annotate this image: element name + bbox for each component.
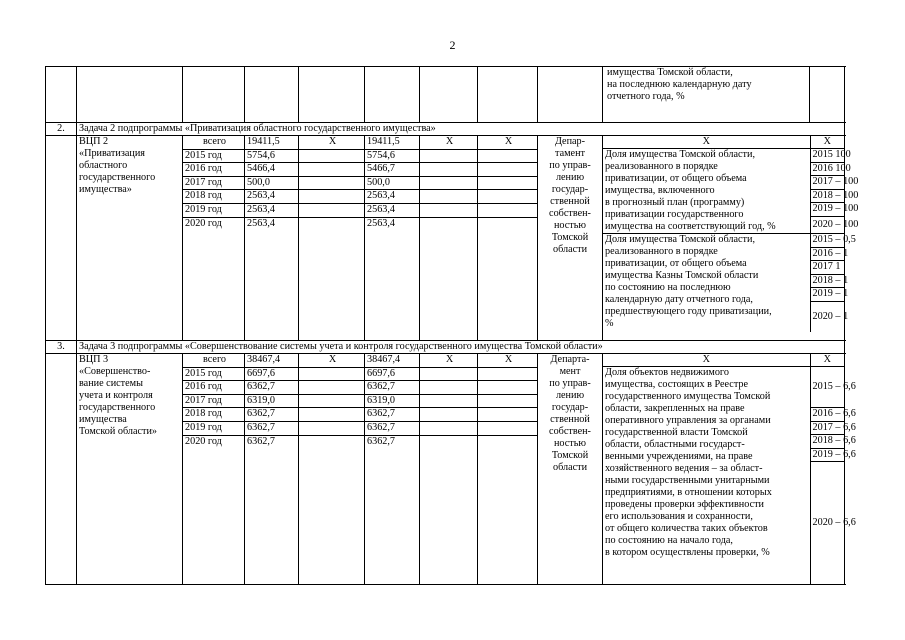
page-number: 2 — [449, 38, 456, 52]
program-row — [46, 136, 845, 341]
total-column: 38467,4 6697,6 6362,7 6319,0 6362,7 6362,7 6362,7 — [245, 354, 299, 585]
indicator-text: Доля объектов недвижимого имущества, состоящих в Реестре государственного имущества Томской области, закрепленных на праве оперативного управления за органами государственной власти Томской области, областными государст- венными учреждениями, на праве хозяйственного ведения – за област- ными государственными унитарными предприятиями, в отношении которых проведены проверки эффективности его использования и сохранности, от общего количества таких объектов по состоянию на начало года, в котором осуществлены проверки, % — [603, 367, 810, 585]
indicator-header: Х — [603, 354, 810, 367]
program-table — [45, 66, 859, 585]
indicators-block — [603, 136, 859, 341]
executor: Департа- мент по управ- лению государ- ственной собствен- ностью Томской области — [538, 354, 603, 585]
program-row — [46, 354, 845, 585]
executor: Депар- тамент по управ- лению государ- ственной собствен- ностью Томской области — [538, 136, 603, 341]
indicator-header: Х — [603, 136, 810, 149]
years-column: всего 2015 год 2016 год 2017 год 2018 год 2019 год 2020 год — [183, 354, 245, 585]
program-name: ВЦП 2 «Приватизация областного государственного имущества» — [77, 136, 183, 341]
federal-column: Х — [299, 354, 365, 585]
local-column: Х — [420, 136, 478, 341]
task-title: Задача 3 подпрограммы «Совершенствование системы учета и контроля государственного имущества Томской области» — [77, 341, 845, 354]
program-name: ВЦП 3 «Совершенство- вание системы учета и контроля государственного имущества Томской области» — [77, 354, 183, 585]
value-header: Х — [810, 354, 844, 367]
indicator-continuation: имущества Томской области, на последнюю календарную дату отчетного года, % — [603, 67, 810, 123]
task-title: Задача 2 подпрограммы «Приватизация областного государственного имущества» — [77, 123, 845, 136]
task-number: 2. — [46, 123, 77, 136]
indicator-values: 2015 – 6,6 2016 – 6,6 2017 – 6,6 2018 – 6,6 2019 – 6,6 2020 – 6,6 — [810, 367, 844, 585]
task-row — [46, 341, 845, 354]
extra-column: Х — [478, 136, 538, 341]
indicators-block — [603, 354, 856, 585]
task-number: 3. — [46, 341, 77, 354]
local-column: Х — [420, 354, 478, 585]
task-row — [46, 123, 845, 136]
extra-column: Х — [478, 354, 538, 585]
indicator-values: 2015 – 0,5 2016 – 1 2017 1 2018 – 1 2019 – 1 2020 – 1 — [810, 234, 844, 332]
indicator-values: 2015 100 2016 100 2017 – 100 2018 – 100 2019 – 100 2020 – 100 — [810, 149, 844, 234]
regional-column: 38467,4 6697,6 6362,7 6319,0 6362,7 6362,7 6362,7 — [365, 354, 420, 585]
value-header: Х — [810, 136, 844, 149]
total-column: 19411,5 5754,6 5466,4 500,0 2563,4 2563,4 2563,4 — [245, 136, 299, 341]
federal-column: Х — [299, 136, 365, 341]
years-column: всего 2015 год 2016 год 2017 год 2018 год 2019 год 2020 год — [183, 136, 245, 341]
indicator-text: Доля имущества Томской области, реализованного в порядке приватизации, от общего объема имущества, включенного в прогнозный план (программу) приватизации государственного имущества на соответствующий год, % — [603, 149, 810, 234]
indicator-text: Доля имущества Томской области, реализованного в порядке приватизации, от общего объема имущества Казны Томской области по состоянию на последнюю календарную дату отчетного года, предшествующего году приватизации, % — [603, 234, 810, 332]
continuation-row — [46, 67, 845, 123]
regional-column: 19411,5 5754,6 5466,7 500,0 2563,4 2563,4 2563,4 — [365, 136, 420, 341]
